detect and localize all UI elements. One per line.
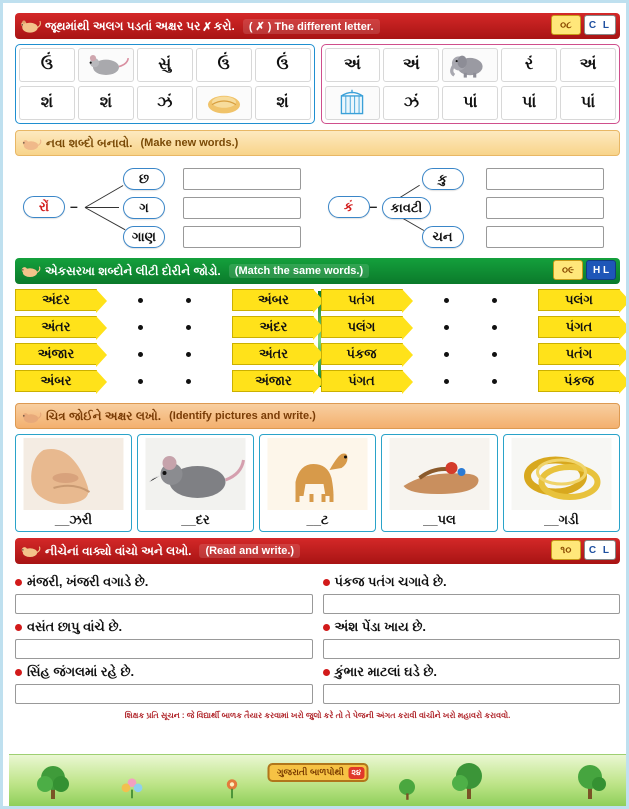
match-word-right[interactable]: અંબર (232, 289, 314, 311)
match-dot[interactable] (492, 352, 497, 357)
letter-cell[interactable]: પાં (442, 86, 498, 120)
picture-caption: __ઝરી (54, 512, 93, 527)
match-row (321, 316, 621, 338)
letter-cell[interactable]: સું (137, 48, 193, 82)
answer-box[interactable] (486, 226, 604, 248)
section1-badge-cl: C L (584, 15, 616, 35)
sentence-text: સિંહ જંગલમાં રહે છે. (27, 664, 135, 679)
section3-title-en: (Match the same words.) (229, 264, 369, 278)
bush-icon (395, 774, 419, 800)
bullet-icon (323, 669, 330, 676)
sentence-item (323, 574, 621, 590)
match-word-left[interactable]: પલંગ (321, 316, 403, 338)
letter-cell[interactable]: અં (325, 48, 381, 82)
picture-caption: __ગડી (544, 512, 579, 527)
section1-badges (551, 15, 616, 35)
section1-header (15, 13, 620, 39)
match-word-right[interactable]: પંકજ (538, 370, 620, 392)
sentence-item (323, 619, 621, 635)
section3-body (15, 289, 620, 397)
answer-box[interactable] (486, 168, 604, 190)
writing-line[interactable] (323, 594, 621, 614)
letter-row (19, 48, 311, 82)
connector-line (85, 185, 124, 208)
match-dot[interactable] (186, 325, 191, 330)
letter-cell[interactable]: અં (383, 48, 439, 82)
bullet-icon (15, 669, 22, 676)
section3-title-gu: એકસરખા શબ્દોને લીટી દોરીને જોડો. (45, 263, 221, 278)
flower-icon (219, 774, 245, 800)
answer-box[interactable] (183, 197, 301, 219)
section3-badge-number: ૦૯ (553, 260, 583, 280)
match-dot[interactable] (444, 352, 449, 357)
match-dot[interactable] (492, 298, 497, 303)
letter-row (19, 86, 311, 120)
section2-body (15, 162, 620, 254)
word-option: ગ (123, 197, 165, 219)
flower-icon (119, 774, 145, 800)
writing-line[interactable] (323, 639, 621, 659)
match-right-column (321, 289, 621, 397)
section4-header (15, 403, 620, 429)
match-word-left[interactable]: પંગત (321, 370, 403, 392)
word-option: ગાણ (123, 226, 165, 248)
match-dot[interactable] (138, 379, 143, 384)
section2-title-en: (Make new words.) (140, 137, 239, 149)
match-dot[interactable] (492, 325, 497, 330)
writing-line[interactable] (323, 684, 621, 704)
mouse-picture[interactable] (78, 48, 134, 82)
sandal-picture (385, 438, 494, 510)
connector-line (85, 207, 119, 208)
match-row (15, 316, 315, 338)
match-dot[interactable] (138, 352, 143, 357)
sentence-text: પંકજ પતંગ ચગાવે છે. (334, 574, 447, 589)
word-option: કાવટી (382, 197, 432, 219)
section1-title-gu: જૂથમાંથી અલગ પડતાં અક્ષર પર ✗ કરો. (45, 18, 235, 33)
match-word-left[interactable]: અંદર (15, 289, 97, 311)
section1-title-en: ( ✗ ) The different letter. (243, 19, 380, 34)
section3-badges (553, 260, 616, 280)
bullet-icon (15, 624, 22, 631)
match-word-left[interactable]: પંકજ (321, 343, 403, 365)
sentence-text: મંજરી, ખંજરી વગાડે છે. (27, 574, 149, 589)
match-word-left[interactable]: અંતર (15, 316, 97, 338)
picture-card[interactable] (15, 434, 132, 532)
match-dot[interactable] (492, 379, 497, 384)
teacher-note: શિક્ષક પ્રતિ સૂચન : જે વિદ્યાર્થી બાળક તૈયાર કરવામાં ખરો જુલો કરે તો તે પેજની અંગત કરાવી વાંચીને ખરો મહાવરો કરાવવો. (124, 711, 511, 720)
match-dot[interactable] (186, 298, 191, 303)
letter-cell[interactable]: ઉં (196, 48, 252, 82)
sentence-item (15, 574, 313, 590)
picture-card[interactable] (381, 434, 498, 532)
match-dot[interactable] (186, 379, 191, 384)
section5-badge-number: ૧૦ (551, 540, 581, 560)
letter-cell[interactable]: પાં (501, 86, 557, 120)
letter-cell[interactable]: અં (560, 48, 616, 82)
picture-card[interactable] (137, 434, 254, 532)
letter-cell[interactable]: ઝં (137, 86, 193, 120)
match-dot[interactable] (138, 298, 143, 303)
footer-page-number: ૨૪ (348, 767, 364, 779)
answer-box[interactable] (183, 168, 301, 190)
match-word-right[interactable]: પલંગ (538, 289, 620, 311)
section2-header (15, 130, 620, 156)
mouse-icon (19, 261, 41, 281)
section3-badge-hl: H L (586, 260, 616, 280)
word-root: કં (328, 196, 370, 218)
connector-line (85, 207, 126, 230)
sentences-right (323, 569, 621, 704)
sentence-text: અંશ પેંડા ખાય છે. (334, 619, 427, 634)
word-option: ચન (422, 226, 464, 248)
match-word-right[interactable]: અંદર (232, 316, 314, 338)
section5-title-en: (Read and write.) (199, 544, 300, 558)
match-word-left[interactable]: અંજાર (15, 343, 97, 365)
section4-title-gu: ચિત્ર જોઈને અક્ષર લખો. (46, 408, 162, 423)
match-word-left[interactable]: અંબર (15, 370, 97, 392)
sentence-text: વસંત છાપુ વાંચે છે. (27, 619, 123, 634)
foot-ankle-picture (19, 438, 128, 510)
match-row (15, 289, 315, 311)
section5-badges (551, 540, 616, 560)
bread-picture[interactable] (196, 86, 252, 120)
bullet-icon (323, 579, 330, 586)
tree-icon (572, 760, 608, 800)
footer-badge (267, 763, 368, 782)
section4-title-en: (Identify pictures and write.) (169, 410, 316, 422)
section5-header (15, 538, 620, 564)
page-footer (9, 754, 626, 806)
match-left-column (15, 289, 315, 397)
match-dot[interactable] (138, 325, 143, 330)
worksheet-inner (9, 9, 626, 806)
mouse-icon (19, 16, 41, 36)
tree-icon (449, 758, 489, 800)
match-row (15, 370, 315, 392)
writing-line[interactable] (15, 684, 313, 704)
mouse-icon (20, 407, 42, 427)
letter-cell[interactable]: શં (255, 86, 311, 120)
cage-picture[interactable] (325, 86, 381, 120)
picture-caption: __દર (181, 512, 210, 527)
letter-row (325, 48, 617, 82)
sentences-left (15, 569, 313, 704)
mouse-icon (19, 541, 41, 561)
sentence-item (15, 619, 313, 635)
bullet-icon (323, 624, 330, 631)
picture-card[interactable] (503, 434, 620, 532)
match-word-right[interactable]: પતંગ (538, 343, 620, 365)
match-dot[interactable] (444, 298, 449, 303)
match-row (321, 289, 621, 311)
match-dot[interactable] (444, 325, 449, 330)
sentence-item (323, 664, 621, 680)
section1-badge-number: ૦૮ (551, 15, 581, 35)
elephant-picture[interactable] (442, 48, 498, 82)
make-words-right: કં – કુ કાવટી ચન (318, 162, 621, 254)
picture-card[interactable] (259, 434, 376, 532)
letter-cell[interactable]: ઝં (383, 86, 439, 120)
match-dot[interactable] (186, 352, 191, 357)
letter-row (325, 86, 617, 120)
answer-box[interactable] (183, 226, 301, 248)
section5-badge-cl: C L (584, 540, 616, 560)
picture-caption: __ટ (306, 512, 329, 527)
camel-picture (263, 438, 372, 510)
make-words-left: રોં – છ ગ ગાણ (15, 162, 318, 254)
bangles-picture (507, 438, 616, 510)
word-option: છ (123, 168, 165, 190)
writing-line[interactable] (15, 639, 313, 659)
sentence-item (15, 664, 313, 680)
footer-badge-label: ગુજરાતી બાળપોથી (276, 767, 345, 777)
match-row (15, 343, 315, 365)
word-option: કુ (422, 168, 464, 190)
letter-cell[interactable]: શં (78, 86, 134, 120)
bullet-icon (15, 579, 22, 586)
section1-body (15, 44, 620, 124)
mouse-picture (141, 438, 250, 510)
letter-cell[interactable]: શં (19, 86, 75, 120)
match-row (321, 343, 621, 365)
answer-box[interactable] (486, 197, 604, 219)
section5-body (15, 569, 620, 704)
section3-header (15, 258, 620, 284)
match-word-left[interactable]: પતંગ (321, 289, 403, 311)
word-root: રોં (23, 196, 65, 218)
letter-cell[interactable]: ઉં (255, 48, 311, 82)
match-word-right[interactable]: પંગત (538, 316, 620, 338)
match-dot[interactable] (444, 379, 449, 384)
section4-body (15, 434, 620, 532)
sentence-text: કુંભાર માટલાં ઘડે છે. (334, 664, 438, 679)
section5-title-gu: નીચેનાં વાક્યો વાંચો અને લખો. (45, 543, 192, 558)
writing-line[interactable] (15, 594, 313, 614)
mouse-icon (20, 134, 42, 154)
picture-caption: __પલ (423, 512, 456, 527)
letter-cell[interactable]: રં (501, 48, 557, 82)
section2-title-gu: નવા શબ્દો બનાવો. (46, 135, 133, 150)
section1-left-box (15, 44, 315, 124)
match-word-right[interactable]: અંજાર (232, 370, 314, 392)
letter-cell[interactable]: ઉં (19, 48, 75, 82)
match-word-right[interactable]: અંતર (232, 343, 314, 365)
letter-cell[interactable]: પાં (560, 86, 616, 120)
match-row (321, 370, 621, 392)
tree-icon (33, 760, 73, 800)
section1-right-box (321, 44, 621, 124)
